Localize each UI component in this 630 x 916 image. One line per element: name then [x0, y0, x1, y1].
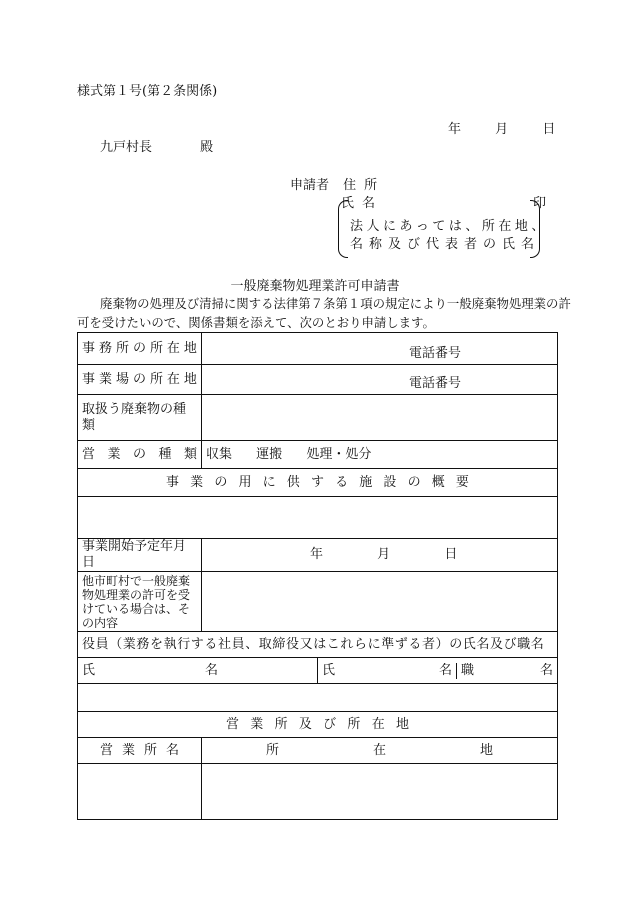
- business-type-label: 営 業 の 種 類: [78, 441, 202, 469]
- table-row: [78, 365, 558, 395]
- corporate-note-line1: 法人にあっては、所在地、: [350, 219, 548, 234]
- waste-types-label: 取扱う廃棄物の種類: [78, 395, 202, 441]
- corporate-note-line2: 名称及び代表者の氏名: [350, 237, 541, 252]
- offices-header: 営 業 所 及 び 所 在 地: [78, 712, 558, 738]
- officer-cols-right: [318, 658, 558, 684]
- date-day: 日: [542, 122, 556, 137]
- business-type-disposal[interactable]: 処理・処分: [306, 446, 372, 462]
- start-date-value[interactable]: [202, 539, 558, 572]
- table-row: [78, 497, 558, 539]
- date-line: [448, 122, 555, 138]
- business-type-transport[interactable]: 運搬: [256, 446, 283, 462]
- name-label: 氏名: [341, 196, 384, 211]
- officer-name-col-2: 氏 名: [318, 663, 457, 679]
- office-name-col: 営 業 所 名: [78, 738, 202, 764]
- officer-name-col-1: 氏 名: [78, 658, 318, 684]
- other-permit-value[interactable]: [202, 572, 558, 632]
- table-row: [78, 712, 558, 738]
- table-row: [78, 333, 558, 365]
- officer-entry-row[interactable]: [78, 684, 558, 712]
- start-date-label: 事業開始予定年月日: [78, 539, 202, 572]
- start-date-month: 月: [377, 547, 391, 562]
- table-row: [78, 738, 558, 764]
- office-phone-label: 電話番号: [202, 333, 558, 365]
- intro-line2: 可を受けたいので、関係書類を添えて、次のとおり申請します。: [77, 315, 435, 330]
- business-types: [202, 441, 558, 469]
- start-date-day: 日: [444, 547, 458, 562]
- office-address-col: 所 在 地: [202, 738, 558, 764]
- addressee-honorific: 殿: [200, 140, 214, 155]
- document-title: 一般廃棄物処理業許可申請書: [230, 279, 400, 294]
- addressee-name: 九戸村長: [100, 140, 153, 155]
- date-month: 月: [495, 122, 509, 137]
- facilities-value[interactable]: [78, 497, 558, 539]
- officers-header: 役員（業務を執行する社員、取締役又はこれらに準ずる者）の氏名及び職名: [78, 632, 558, 658]
- table-row: [78, 684, 558, 712]
- date-year: 年: [448, 122, 462, 137]
- form-number: 様式第１号(第２条関係): [77, 84, 218, 99]
- table-row: [78, 572, 558, 632]
- officer-title-col-2: 職 名: [461, 662, 554, 678]
- office-name-value[interactable]: [78, 764, 202, 820]
- office-address-value[interactable]: [202, 764, 558, 820]
- business-type-collection[interactable]: 収集: [206, 446, 233, 462]
- facilities-header: 事 業 の 用 に 供 す る 施 設 の 概 要: [78, 469, 558, 497]
- seal-mark: 印: [533, 196, 547, 211]
- table-row: [78, 539, 558, 572]
- officer-subtable: [318, 663, 557, 679]
- table-row: [78, 632, 558, 658]
- applicant-address-line: [290, 178, 385, 194]
- table-row: [78, 469, 558, 497]
- start-date-year: 年: [310, 547, 324, 562]
- address-label: 住所: [343, 178, 386, 193]
- site-location-label: 事 業 場 の 所 在 地: [78, 365, 202, 395]
- site-phone-label: 電話番号: [202, 365, 558, 395]
- table-row: [78, 764, 558, 820]
- waste-types-value[interactable]: [202, 395, 558, 441]
- table-row: [78, 441, 558, 469]
- table-row: [78, 658, 558, 684]
- application-table: [77, 332, 558, 820]
- intro-line1: 廃棄物の処理及び清掃に関する法律第７条第１項の規定により一般廃棄物処理業の許: [100, 296, 571, 311]
- bracket-left: [338, 200, 348, 258]
- applicant-label: 申請者: [290, 178, 330, 193]
- table-row: [78, 395, 558, 441]
- office-location-label: 事 務 所 の 所 在 地: [78, 333, 202, 365]
- addressee: [100, 140, 213, 156]
- other-permit-label: 他市町村で一般廃棄物処理業の許可を受けている場合は、その内容: [78, 572, 202, 632]
